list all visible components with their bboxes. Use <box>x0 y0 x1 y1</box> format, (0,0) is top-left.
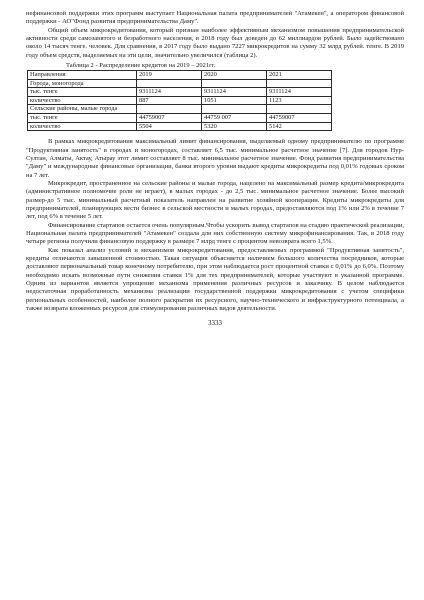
table-row <box>28 114 332 123</box>
table-cell: 9311124 <box>137 88 202 97</box>
paragraph: Общий объем микрокредитования, который признан наиболее эффективным механизмом повышения предпринимательской активности среди самозанятого и безработного населения, в 2018 году был доведен до 62 миллиардов рублей. Было задействовано около 14 тысяч тенге. человек. Для сравнения, в 2017 году было выдано 7227 микрокредитов на сумму 32 млрд рублей. тенге. В 2019 году объем средств, выделяемых на эти цели, значительно увеличился (таблица 2). <box>26 26 404 59</box>
table-cell: 9311124 <box>267 88 332 97</box>
table-cell: 5142 <box>267 122 332 131</box>
table-row <box>28 88 332 97</box>
table-cell: тыс. тенге <box>28 114 137 123</box>
table-row <box>28 105 332 114</box>
paragraph: нефинансовой поддержки этих программ выступает Национальная палата предпринимателей "Атамекен", а оператором финансовой поддержки - АО"Фонд развития предпринимательства Даму". <box>26 10 404 26</box>
table-cell: 44759 007 <box>202 114 267 123</box>
paragraph: В рамках микрокредитования максимальный лимит финансирования, выделяемый одному предпринимателю по программе "Продуктивная занятость" в городах и моногородах, составляет 6,5 тыс. минимальное расчетное значение [7]. Для городов Нур-Султан, Алматы, Актау, Атырау этот лимит составляет 8 тыс. минимальное расчетное значение. Фонд развития предпринимательства "Даму" и международные финансовые организации, банки второго уровня выдают кредиты микрокредиты под 0,01% годовых сроком на 7 лет. <box>26 138 404 179</box>
table-cell: 5504 <box>137 122 202 131</box>
table-cell: тыс. тенге <box>28 88 137 97</box>
table-header-cell: 2021 <box>267 71 332 80</box>
credit-distribution-table <box>27 70 332 131</box>
table-cell <box>202 79 267 88</box>
table-cell: 887 <box>137 96 202 105</box>
table-cell <box>267 105 332 114</box>
paragraph: Как показал анализ условий и механизмов микрокредитования, предоставляемых программой "Продуктивная занятость", кредиты отличаются завышенной стоимостью. Такая ситуация объясняется наличием большого количества посредников, которые доставляют первоначальный товар конечному потребителю, при этом наблюдается рост процентной ставки с 0,01% до 6,0%. Поэтому необходимо искать возможные пути снижения ставки 1% для тех предпринимателей, которые участвуют в указанной программе. Одним из вариантов является упрощение механизма применения различных ресурсов и заказчику. В целом наблюдается недостаточная проработанность механизма реализации государственной поддержки микрокредитования с учетом специфики региональных особенностей, наиболее полного раскрытия их ресурсного, научно-технического и инфраструктурного потенциала, а также возврата вложенных ресурсов для стимулирования различных видов деятельности. <box>26 246 404 313</box>
table-cell <box>202 105 267 114</box>
paragraph: Микрокредит, пространенное на сельские районы и малые города, нацелено на максимальный размер кредита/микрокредита (административное полномочие роли не играет), в малых городах - до 2,5 тыс. минимальное расчетное значение. Более высокий размер-до 5 тыс. минимальный расчетный показатель направлен на развитие хозяйной кооперации. Кредиты микрокредиты для предпринимателей, планирующих вести бизнес в сельской местности и малых городах, предоставляются под 1% или 2% в течение 7 лет, под 6% в течение 5 лет. <box>26 179 404 221</box>
table-cell: количество <box>28 96 137 105</box>
table-row <box>28 122 332 131</box>
table-cell <box>267 79 332 88</box>
table-cell: 1123 <box>267 96 332 105</box>
table-header-cell: Направления <box>28 71 137 80</box>
paragraph: Финансирование стартапов остается очень популярным.Чтобы ускорить вывод стартапов на стадию практической реализации, Национальная палата предпринимателей "Атамекен" создала для них собственную систему микрофинансирования. Так, в 2018 году четыре региона получили финансовую поддержку в размере 7 млрд тенге с процентом невозврата всего 1,5%. <box>26 221 404 246</box>
document-page <box>26 10 404 327</box>
table-header-cell: 2020 <box>202 71 267 80</box>
table-header-cell: 2019 <box>137 71 202 80</box>
page-number: 3333 <box>208 319 222 328</box>
table-cell <box>137 105 202 114</box>
table-caption: Таблица 2 - Распределение кредитов на 2019 – 2021гг. <box>66 62 216 70</box>
table-cell: 44759007 <box>267 114 332 123</box>
table-cell <box>137 79 202 88</box>
table-header-row <box>28 71 332 80</box>
table-cell: количество <box>28 122 137 131</box>
table-row <box>28 79 332 88</box>
table-cell: 44759007 <box>137 114 202 123</box>
table-cell: Города, моногорода <box>28 79 137 88</box>
table-cell: 5320 <box>202 122 267 131</box>
table-row <box>28 96 332 105</box>
table-cell: 1051 <box>202 96 267 105</box>
table-cell: 9311124 <box>202 88 267 97</box>
table-cell: Сельские районы, малые города <box>28 105 137 114</box>
